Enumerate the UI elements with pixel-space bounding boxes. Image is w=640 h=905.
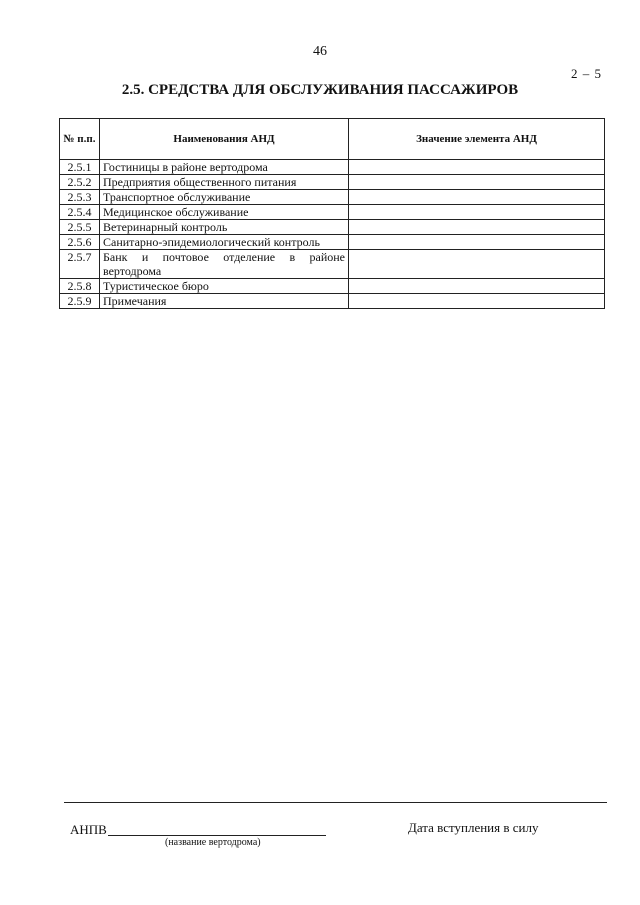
row-value: [349, 190, 605, 205]
table-row: [60, 220, 605, 235]
page-code: 2 – 5: [571, 66, 602, 81]
page-number: 46: [313, 44, 327, 59]
row-name: Примечания: [100, 294, 349, 309]
row-name: Ветеринарный контроль: [100, 220, 349, 235]
passenger-facilities-table: [59, 118, 605, 309]
table-row: [60, 175, 605, 190]
row-name: Туристическое бюро: [100, 279, 349, 294]
row-value: [349, 160, 605, 175]
row-num: 2.5.7: [60, 250, 100, 279]
heliport-name-line: [108, 835, 326, 836]
row-name: Гостиницы в районе вертодрома: [100, 160, 349, 175]
table-row: [60, 205, 605, 220]
row-name: Транспортное обслуживание: [100, 190, 349, 205]
row-value: [349, 175, 605, 190]
footer-anpv-label: АНПВ: [70, 822, 107, 837]
row-num: 2.5.5: [60, 220, 100, 235]
table-row: [60, 279, 605, 294]
table-row: [60, 250, 605, 279]
row-value: [349, 205, 605, 220]
row-num: 2.5.3: [60, 190, 100, 205]
section-title: 2.5. СРЕДСТВА ДЛЯ ОБСЛУЖИВАНИЯ ПАССАЖИРОВ: [121, 82, 519, 98]
row-num: 2.5.6: [60, 235, 100, 250]
row-name: Банк и почтовое отделение в районе вертодрома: [100, 250, 349, 279]
row-value: [349, 235, 605, 250]
header-name: Наименования АНД: [100, 119, 349, 160]
row-num: 2.5.1: [60, 160, 100, 175]
row-value: [349, 294, 605, 309]
row-name: Санитарно-эпидемиологический контроль: [100, 235, 349, 250]
header-num: № п.п.: [60, 119, 100, 160]
row-value: [349, 279, 605, 294]
table-row: [60, 294, 605, 309]
table-row: [60, 235, 605, 250]
row-name: Предприятия общественного питания: [100, 175, 349, 190]
table-row: [60, 190, 605, 205]
row-num: 2.5.4: [60, 205, 100, 220]
footer-divider: [64, 802, 607, 803]
effective-date-label: Дата вступления в силу: [408, 820, 539, 835]
row-num: 2.5.8: [60, 279, 100, 294]
table-header-row: [60, 119, 605, 160]
row-name: Медицинское обслуживание: [100, 205, 349, 220]
row-num: 2.5.9: [60, 294, 100, 309]
row-value: [349, 250, 605, 279]
row-num: 2.5.2: [60, 175, 100, 190]
heliport-name-caption: (название вертодрома): [165, 837, 261, 848]
row-value: [349, 220, 605, 235]
header-value: Значение элемента АНД: [349, 119, 605, 160]
table-row: [60, 160, 605, 175]
